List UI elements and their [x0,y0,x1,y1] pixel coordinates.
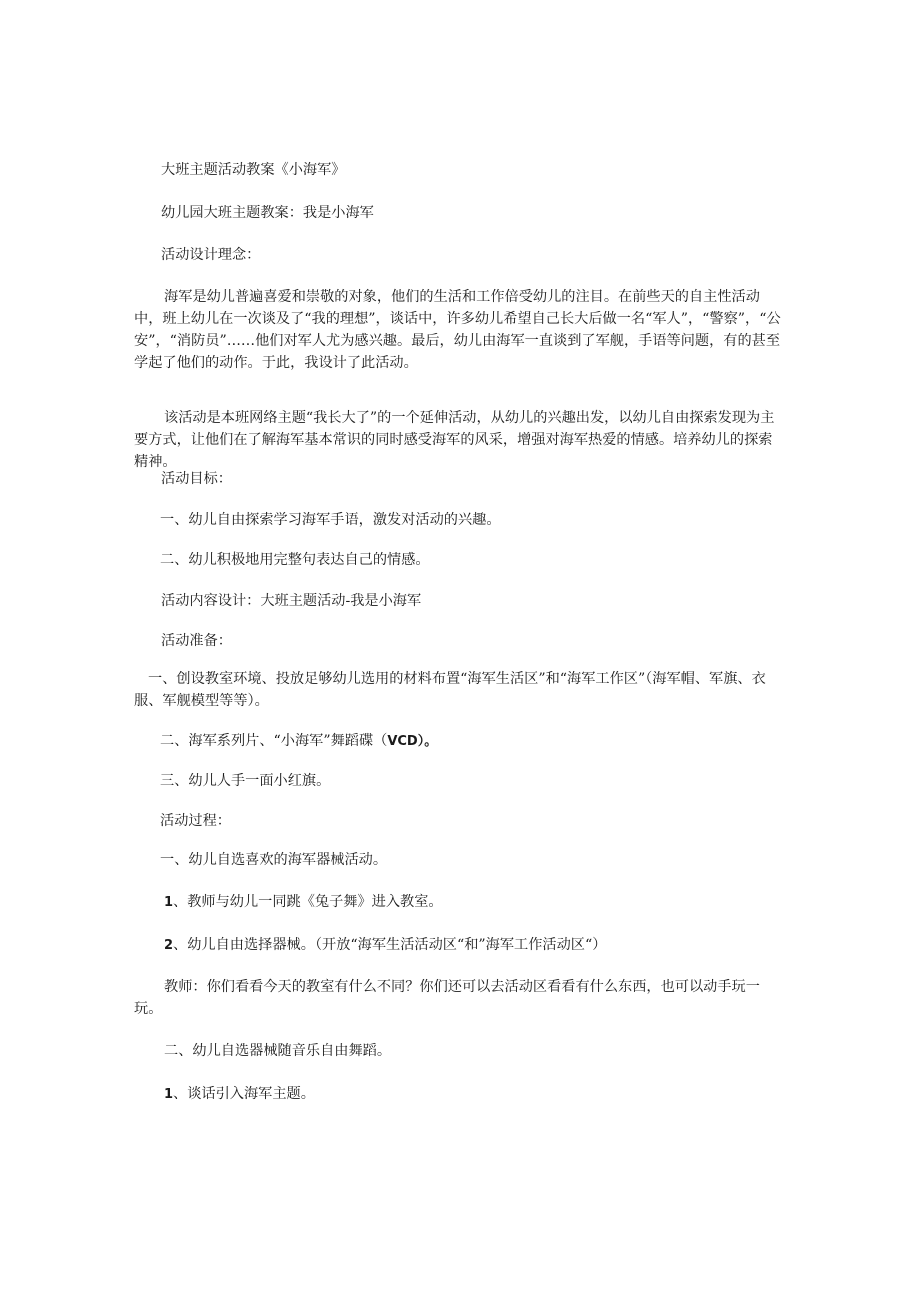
step-text: 、幼儿自由选择器械。（开放“海军生活活动区“和”海军工作活动区“） [173,937,607,953]
goal-heading: 活动目标： [161,471,232,487]
goal-item-2: 二、幼儿积极地用完整句表达自己的情感。 [160,552,430,568]
teacher-line: 教师：你们看看今天的教室有什么不同？你们还可以去活动区看看有什么东西，也可以动手玩一玩。 [134,979,760,1017]
process-item-1: 一、幼儿自选喜欢的海军器械活动。 [160,852,388,868]
goal-item-1: 一、幼儿自由探索学习海军手语，激发对活动的兴趣。 [160,512,501,528]
process-step-1-1 [134,891,786,914]
step-number: 1 [164,895,174,910]
prep-item-3: 三、幼儿人手一面小红旗。 [160,773,331,789]
design-heading: 活动设计理念： [161,247,261,263]
prep-item-2 [134,730,786,753]
step-text: 、教师与幼儿一同跳《兔子舞》进入教室。 [173,894,443,910]
step-text: 、谈话引入海军主题。 [173,1086,315,1102]
process-step-1-2 [134,934,786,957]
design-paragraph-2: 该活动是本班网络主题“我长大了”的一个延伸活动，从幼儿的兴趣出发，以幼儿自由探索发现为主要方式，让他们在了解海军基本常识的同时感受海军的风采，增强对海军热爱的情感。培养幼儿的探索精神。 [134,410,775,470]
prep-item-1: 一、创设教室环境、投放足够幼儿选用的材料布置“海军生活区”和“海军工作区”（海军帽、军旗、衣服、军舰模型等等）。 [134,671,766,709]
prep-item-2-text: 二、海军系列片、“小海军”舞蹈碟（ [160,733,388,749]
step-number: 1 [164,1087,174,1102]
step-number: 2 [164,938,174,953]
design-paragraph-1: 海军是幼儿普遍喜爱和崇敬的对象，他们的生活和工作倍受幼儿的注目。在前些天的自主性活动中，班上幼儿在一次谈及了“我的理想”，谈话中，许多幼儿希望自己长大后做一名“军人”，“警察”，“公安”，“消防员”……他们对军人尤为感兴趣。最后，幼儿由海军一直谈到了军舰，手语等问题，有的甚至学起了他们的动作。于此，我设计了此活动。 [134,289,781,371]
content-design: 活动内容设计：大班主题活动-我是小海军 [161,593,422,609]
prep-item-2-vcd: VCD）。 [387,734,438,749]
document-title: 大班主题活动教案《小海军》 [161,162,346,178]
process-heading: 活动过程： [160,813,231,829]
prep-heading: 活动准备： [161,633,232,649]
process-item-2: 二、幼儿自选器械随音乐自由舞蹈。 [164,1043,392,1059]
process-step-2-1 [134,1083,786,1106]
document-subtitle: 幼儿园大班主题教案：我是小海军 [161,205,374,221]
